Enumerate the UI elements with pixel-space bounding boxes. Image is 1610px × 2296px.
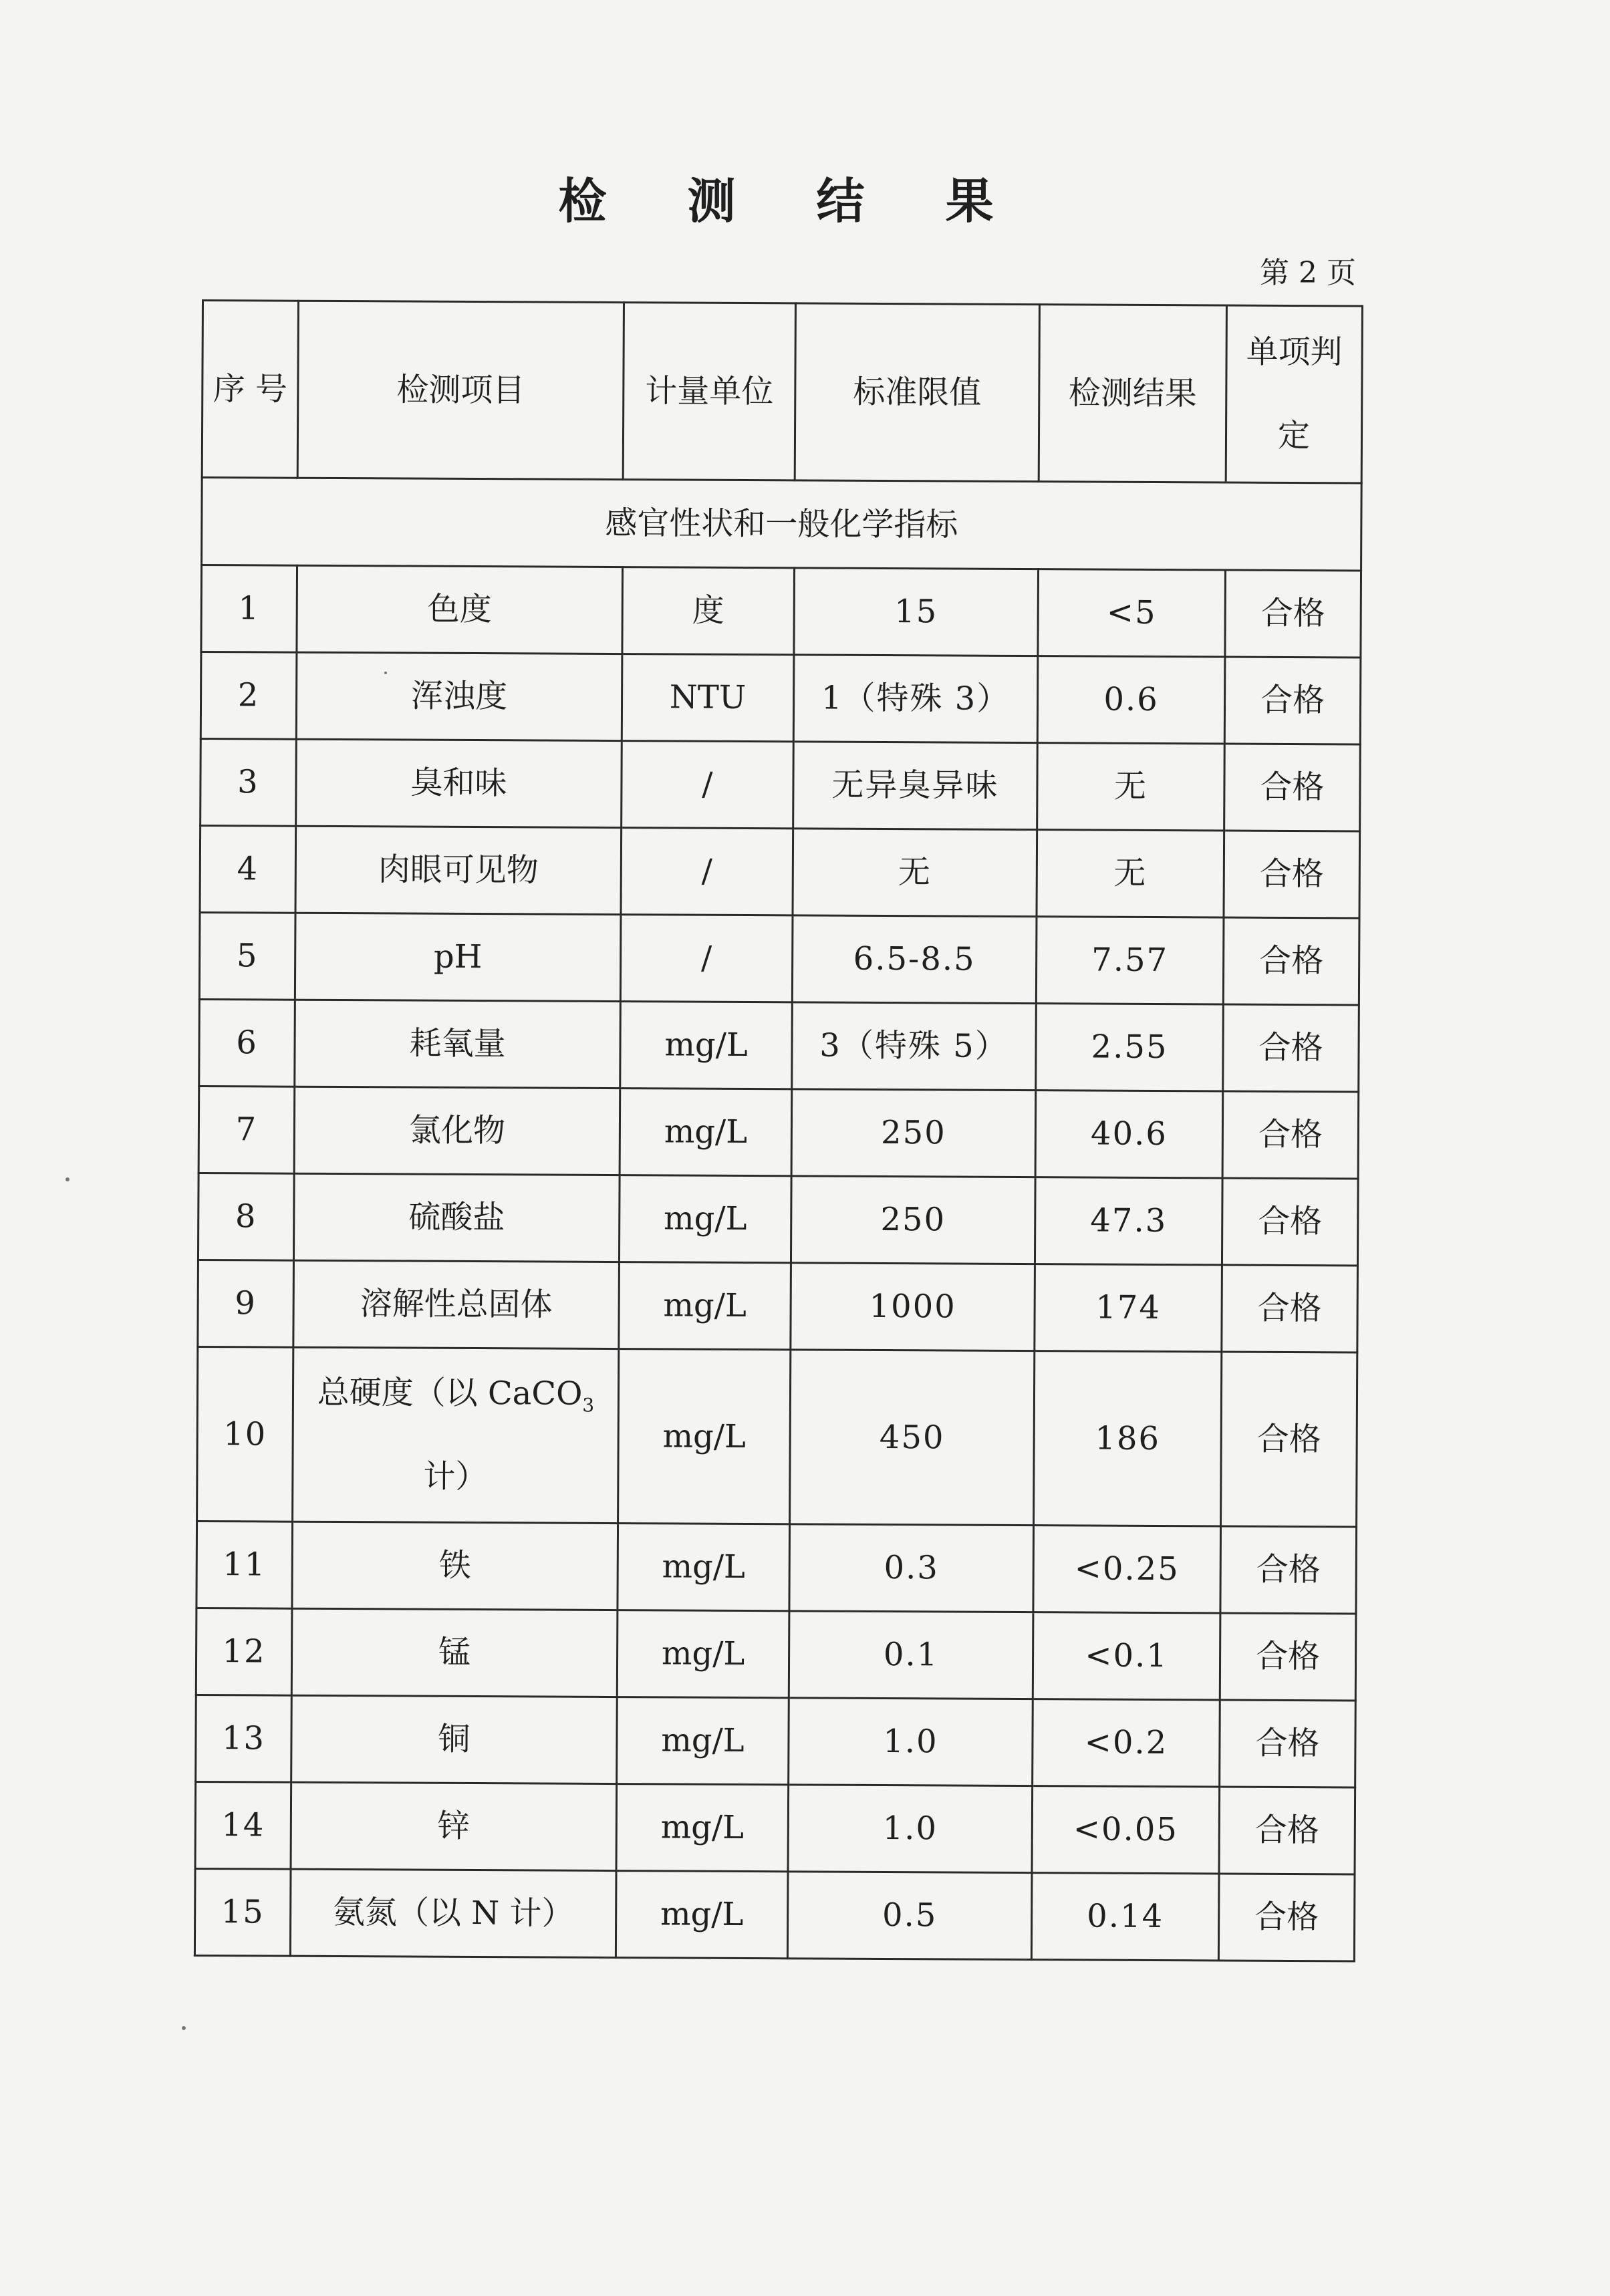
cell-item: 氯化物 (294, 1087, 620, 1175)
cell-unit: mg/L (617, 1697, 789, 1785)
cell-limit: 6.5-8.5 (792, 915, 1037, 1004)
cell-seq: 15 (194, 1868, 291, 1956)
table-row (201, 565, 1361, 658)
cell-item (293, 1347, 619, 1523)
cell-seq: 2 (200, 652, 297, 740)
cell-unit: mg/L (620, 1002, 793, 1089)
table-row (197, 1346, 1357, 1526)
cell-item: 锌 (291, 1782, 617, 1870)
section-row (202, 478, 1362, 571)
cell-limit: 1000 (791, 1263, 1035, 1351)
table-row (196, 1521, 1357, 1613)
cell-seq: 6 (199, 999, 295, 1087)
cell-item: 色度 (297, 565, 623, 654)
cell-item: 浑浊度 (296, 652, 622, 740)
cell-unit: mg/L (620, 1089, 792, 1176)
cell-unit: / (622, 741, 794, 829)
cell-unit: mg/L (616, 1784, 789, 1872)
cell-seq: 13 (196, 1695, 292, 1782)
cell-result: <0.05 (1032, 1786, 1220, 1874)
cell-item: 肉眼可见物 (295, 826, 622, 914)
page-number: 第 2 页 (1260, 256, 1356, 290)
table-row (196, 1608, 1356, 1700)
table-header-row (202, 301, 1362, 483)
cell-seq: 3 (200, 738, 297, 826)
cell-result: <0.2 (1033, 1699, 1220, 1787)
cell-limit: 无异臭异味 (793, 742, 1038, 830)
cell-unit: mg/L (617, 1610, 789, 1698)
cell-unit: / (621, 828, 793, 915)
table-row (199, 999, 1359, 1091)
cell-unit: / (620, 915, 793, 1002)
cell-judgment: 合格 (1224, 831, 1360, 918)
cell-result: 47.3 (1035, 1177, 1222, 1265)
cell-seq: 8 (198, 1173, 294, 1260)
cell-limit: 15 (794, 568, 1039, 656)
section-title: 感官性状和一般化学指标 (202, 478, 1362, 571)
cell-item-prefix: 总硬度（以 CaCO (317, 1374, 583, 1413)
cell-limit: 0.5 (787, 1872, 1032, 1960)
cell-judgment: 合格 (1220, 1700, 1356, 1787)
cell-judgment: 合格 (1220, 1613, 1356, 1701)
header-seq: 序 号 (202, 301, 298, 478)
cell-item: pH (295, 913, 621, 1001)
page-title: 检 测 结 果 (558, 172, 1026, 229)
cell-judgment: 合格 (1218, 1874, 1355, 1961)
cell-judgment: 合格 (1222, 1265, 1358, 1352)
results-table (194, 299, 1363, 1962)
cell-limit: 250 (791, 1089, 1036, 1177)
cell-item-suffix: 计） (423, 1457, 488, 1496)
scan-speck (182, 2026, 186, 2030)
cell-result: 186 (1034, 1351, 1222, 1526)
cell-limit: 0.1 (789, 1611, 1033, 1699)
cell-seq: 9 (198, 1260, 294, 1347)
table-row (200, 652, 1361, 744)
cell-result: 无 (1037, 830, 1224, 917)
cell-judgment: 合格 (1219, 1787, 1355, 1874)
table-row (200, 738, 1361, 831)
cell-seq: 12 (196, 1608, 292, 1695)
table-row (194, 1868, 1355, 1961)
cell-seq: 7 (198, 1086, 295, 1173)
cell-result: 0.6 (1037, 656, 1225, 744)
cell-limit: 1（特殊 3） (793, 655, 1038, 743)
cell-item: 硫酸盐 (293, 1173, 620, 1262)
cell-item: 铁 (292, 1522, 618, 1610)
cell-limit: 450 (790, 1350, 1035, 1526)
cell-seq: 1 (201, 565, 297, 653)
table-row (198, 1260, 1358, 1352)
table-row (198, 1173, 1358, 1265)
cell-result: <0.1 (1033, 1612, 1220, 1700)
scan-speck (65, 1177, 70, 1181)
table-row (195, 1781, 1355, 1874)
cell-result: <5 (1038, 569, 1226, 657)
cell-judgment: 合格 (1222, 1178, 1358, 1266)
cell-unit: mg/L (618, 1349, 791, 1524)
cell-unit: mg/L (618, 1524, 790, 1611)
cell-item: 锰 (291, 1608, 618, 1697)
cell-limit: 0.3 (789, 1524, 1034, 1612)
cell-unit: 度 (622, 567, 795, 655)
cell-result: 2.55 (1036, 1004, 1224, 1091)
cell-judgment: 合格 (1220, 1526, 1357, 1614)
header-result: 检测结果 (1039, 305, 1226, 482)
table-row (198, 1086, 1359, 1178)
cell-result: 0.14 (1031, 1873, 1219, 1961)
cell-judgment: 合格 (1224, 657, 1361, 744)
cell-seq: 10 (197, 1346, 293, 1522)
cell-judgment: 合格 (1224, 744, 1361, 831)
header-limit: 标准限值 (795, 303, 1039, 482)
cell-item-subscript: 3 (582, 1394, 595, 1417)
cell-judgment: 合格 (1225, 570, 1361, 658)
cell-judgment: 合格 (1221, 1352, 1357, 1527)
cell-judgment: 合格 (1223, 1004, 1359, 1092)
cell-unit: mg/L (616, 1871, 788, 1959)
cell-result: 无 (1037, 743, 1225, 831)
cell-result: 174 (1035, 1264, 1222, 1352)
cell-seq: 4 (200, 825, 296, 913)
cell-limit: 无 (793, 829, 1037, 917)
cell-item: 耗氧量 (295, 1000, 621, 1088)
cell-seq: 5 (199, 912, 295, 1000)
table-row (199, 912, 1359, 1004)
cell-limit: 1.0 (788, 1785, 1033, 1873)
cell-judgment: 合格 (1222, 1091, 1359, 1179)
cell-item: 溶解性总固体 (293, 1260, 620, 1348)
header-item: 检测项目 (297, 301, 624, 479)
cell-limit: 3（特殊 5） (792, 1002, 1037, 1091)
header-judgment: 单项判定 (1226, 305, 1362, 483)
cell-item: 氨氮（以 N 计） (290, 1869, 616, 1957)
cell-unit: NTU (622, 654, 794, 742)
header-unit: 计量单位 (623, 303, 795, 480)
cell-seq: 14 (195, 1781, 291, 1869)
cell-seq: 11 (196, 1521, 293, 1608)
cell-unit: mg/L (619, 1175, 791, 1263)
scan-speck (384, 672, 387, 674)
cell-limit: 1.0 (789, 1698, 1033, 1786)
table-row (200, 825, 1360, 917)
cell-result: <0.25 (1033, 1526, 1221, 1613)
cell-result: 40.6 (1035, 1091, 1223, 1178)
table-row (196, 1695, 1356, 1787)
cell-item: 臭和味 (296, 739, 622, 827)
cell-judgment: 合格 (1223, 917, 1359, 1005)
cell-item: 铜 (291, 1695, 618, 1783)
cell-result: 7.57 (1036, 917, 1224, 1004)
cell-limit: 250 (791, 1176, 1035, 1264)
cell-unit: mg/L (619, 1262, 791, 1350)
